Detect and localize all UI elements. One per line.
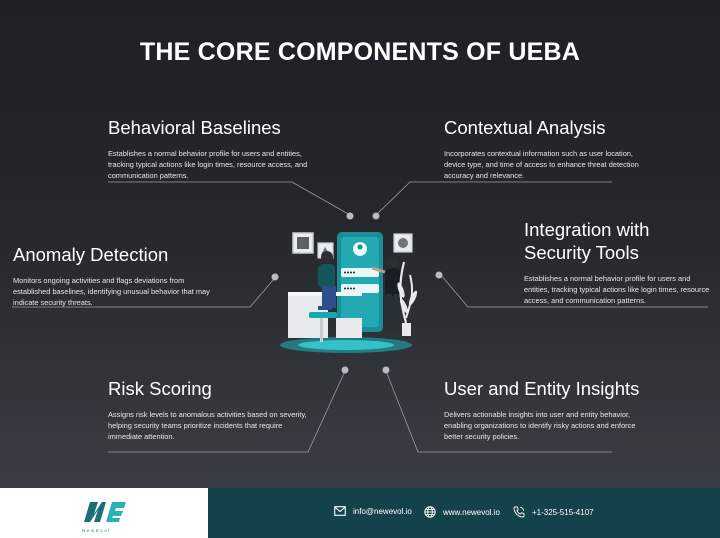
connector-dot	[342, 367, 349, 374]
risk-scoring-body: Assigns risk levels to anomalous activities based on severity, helping security teams prioritize incidents that require immediate attention.	[108, 410, 307, 441]
contact-phone[interactable]	[513, 506, 594, 518]
user-entity-insights-section	[444, 377, 644, 442]
connector-line-behavioral	[108, 182, 350, 215]
website-text[interactable]: www.newevol.io	[443, 507, 500, 517]
integration-section	[524, 218, 714, 306]
behavioral-baselines-body: Establishes a normal behavior profile for users and entities, tracking typical actions like login times, resource access, and communication patterns.	[108, 149, 308, 180]
central-illustration	[280, 232, 419, 353]
contact-email[interactable]	[334, 506, 412, 516]
mail-icon	[334, 506, 346, 516]
footer-logo-area	[0, 488, 208, 538]
page-title: THE CORE COMPONENTS OF UEBA	[139, 38, 581, 66]
connector-dot	[383, 367, 390, 374]
connector-dot	[272, 274, 279, 281]
phone-icon	[513, 506, 525, 518]
contextual-analysis-body: Incorporates contextual information such as user location, device type, and time of access to enhance threat detection accuracy and relevance.	[444, 149, 639, 180]
email-text[interactable]: info@newevol.io	[353, 506, 412, 516]
contextual-analysis-section	[444, 116, 644, 181]
user-entity-insights-body: Delivers actionable insights into user and entity behavior, enabling organizations to identify risky actions and enforce better security policies.	[444, 410, 636, 441]
globe-icon	[424, 506, 436, 518]
logo-text: NewEvol	[82, 528, 111, 533]
integration-heading-line2: Security Tools	[524, 242, 639, 263]
anomaly-detection-heading: Anomaly Detection	[13, 244, 169, 265]
anomaly-detection-section	[13, 243, 213, 308]
connector-dot	[436, 272, 443, 279]
behavioral-baselines-section	[108, 116, 308, 181]
connector-line-contextual	[376, 182, 612, 215]
integration-heading-line1: Integration with	[524, 219, 650, 240]
user-entity-insights-heading: User and Entity Insights	[444, 378, 640, 399]
integration-heading	[524, 218, 714, 264]
risk-scoring-section	[108, 377, 308, 442]
connector-dot	[373, 213, 380, 220]
connector-dot	[347, 213, 354, 220]
phone-text[interactable]: +1-325-515-4107	[532, 507, 594, 517]
behavioral-baselines-heading: Behavioral Baselines	[108, 117, 281, 138]
contact-website[interactable]	[424, 506, 500, 518]
integration-body: Establishes a normal behavior profile for users and entities, tracking typical actions like login times, resource access, and communication patterns.	[524, 274, 710, 305]
newevol-logo-icon	[80, 498, 128, 526]
contextual-analysis-heading: Contextual Analysis	[444, 117, 606, 138]
risk-scoring-heading: Risk Scoring	[108, 378, 212, 399]
anomaly-detection-body: Monitors ongoing activities and flags deviations from established baselines, identifying unusual behavior that may indicate security threats.	[13, 276, 210, 307]
footer	[0, 488, 720, 538]
